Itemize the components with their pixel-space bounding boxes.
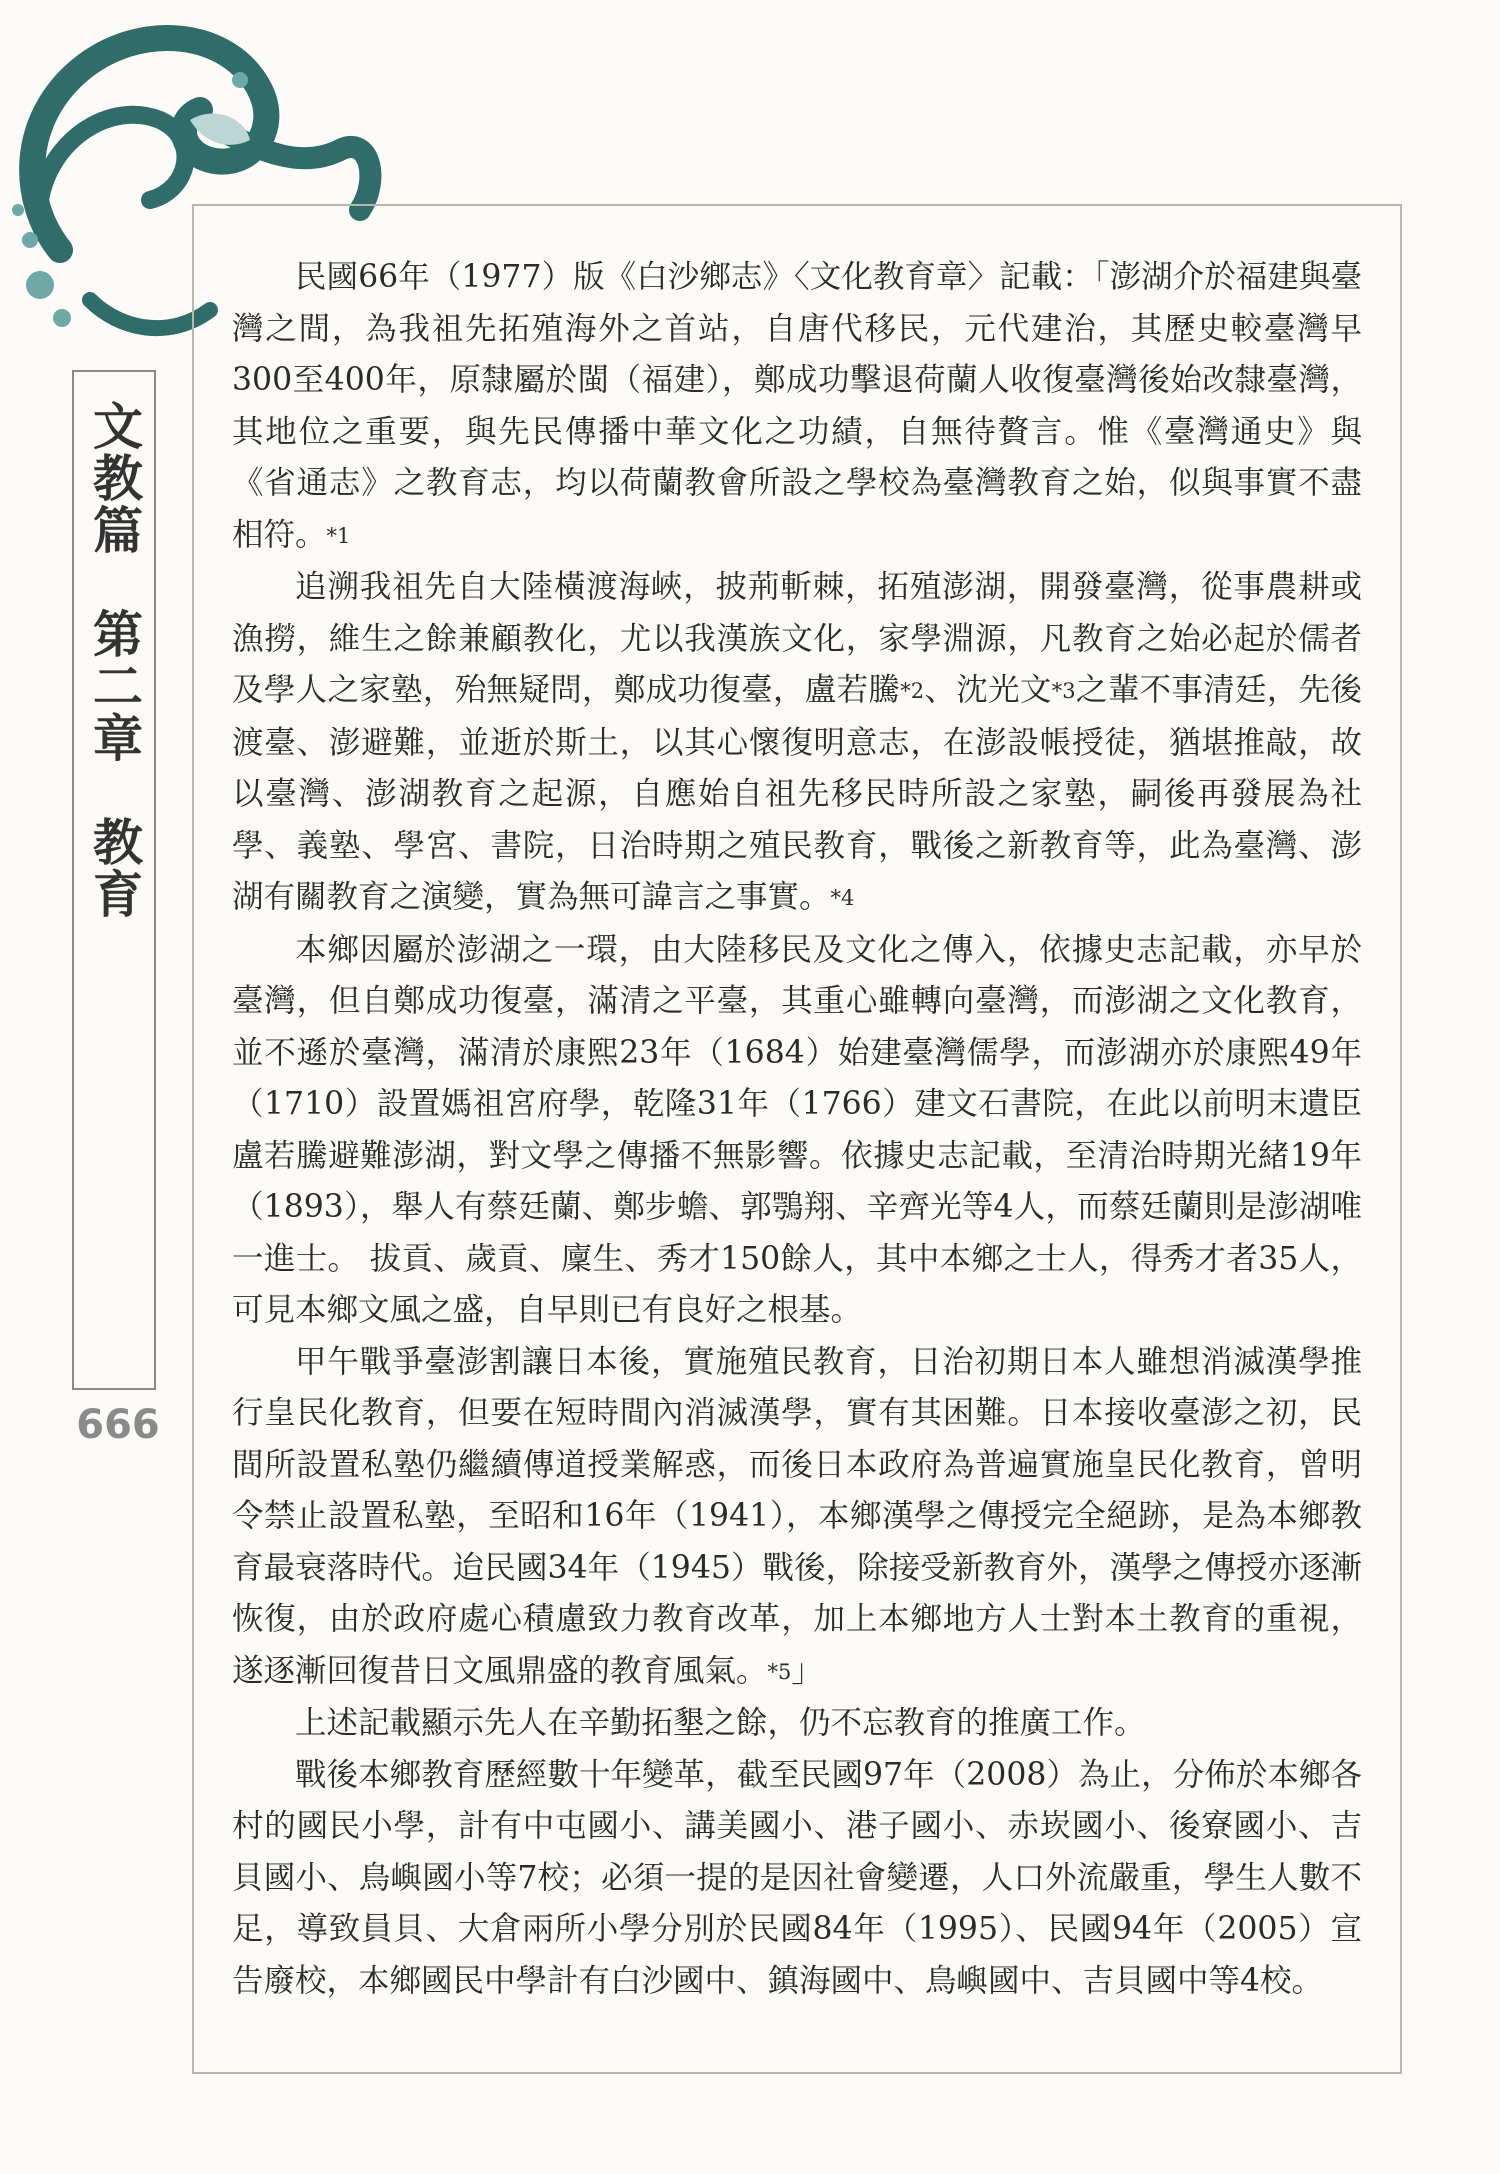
- paragraph-text: 戰後本鄉教育歷經數十年變革，截至民國97年（2008）為止，分佈於本鄉各村的國民小學，計有中屯國小、講美國小、港子國小、赤崁國小、後寮國小、吉貝國小、鳥嶼國小等7校；必須一提的是因社會變遷，人口外流嚴重，學生人數不足，導致員貝、大倉兩所小學分別於民國84年（1995）、民國94年（2005）宣告廢校，本鄉國民中學計有白沙國中、鎮海國中、鳥嶼國中、吉貝國中等4校。: [232, 1756, 1362, 1999]
- page-number: 666: [76, 1402, 160, 1448]
- paragraph-text: 甲午戰爭臺澎割讓日本後，實施殖民教育，日治初期日本人雖想消滅漢學推行皇民化教育，但要在短時間內消滅漢學，實有其困難。日本接收臺澎之初，民間所設置私塾仍繼續傳道授業解惑，而後日本政府為普遍實施皇民化教育，曾明令禁止設置私塾，至昭和16年（1941），本鄉漢學之傳授完全絕跡，是為本鄉教育最衰落時代。迨民國34年（1945）戰後，除接受新教育外，漢學之傳授亦逐漸恢復，由於政府處心積慮致力教育改革，加上本鄉地方人士對本土教育的重視，遂逐漸回復昔日文風鼎盛的教育風氣。: [232, 1343, 1362, 1689]
- footnote-marker: *2: [900, 679, 925, 703]
- footnote-marker: *3: [1051, 679, 1076, 703]
- paragraph: [232, 252, 1362, 562]
- chapter-sidebar: [72, 370, 156, 1390]
- footnote-marker: *5: [767, 1659, 792, 1684]
- paragraph: [232, 1698, 1362, 1750]
- paragraph-text: 追溯我祖先自大陸橫渡海峽，披荊斬棘，拓殖澎湖，開發臺灣，從事農耕或漁撈，維生之餘兼顧教化，尤以我漢族文化，家學淵源，凡教育之始必起於儒者及學人之家塾，殆無疑問，鄭成功復臺，盧若騰: [232, 569, 1362, 708]
- footnote-marker: *4: [830, 886, 855, 910]
- paragraph: [232, 1750, 1362, 2008]
- paragraph-text: 之輩不事清廷，先後渡臺、澎避難，並逝於斯土，以其心懷復明意志，在澎設帳授徒，猶堪推敲，故以臺灣、澎湖教育之起源，自應始自祖先移民時所設之家塾，嗣後再發展為社學、義塾、學宮、書院，日治時期之殖民教育，戰後之新教育等，此為臺灣、澎湖有關教育之演變，實為無可諱言之事實。: [232, 672, 1362, 915]
- paragraph: [232, 925, 1362, 1337]
- paragraph-text: 」: [791, 1652, 823, 1689]
- paragraph-text: 民國66年（1977）版《白沙鄉志》〈文化教育章〉記載：「澎湖介於福建與臺灣之間，為我祖先拓殖海外之首站，自唐代移民，元代建治，其歷史較臺灣早300至400年，原隸屬於閩（福建），鄭成功擊退荷蘭人收復臺灣後始改隸臺灣，其地位之重要，與先民傳播中華文化之功績，自無待贅言。惟《臺灣通史》與《省通志》之教育志，均以荷蘭教會所設之學校為臺灣教育之始，似與事實不盡相符。: [232, 259, 1362, 553]
- paragraph-text: 本鄉因屬於澎湖之一環，由大陸移民及文化之傳入，依據史志記載，亦早於臺灣，但自鄭成功復臺，滿清之平臺，其重心雖轉向臺灣，而澎湖之文化教育，並不遜於臺灣，滿清於康熙23年（1684）始建臺灣儒學，而澎湖亦於康熙49年（1710）設置媽祖宮府學，乾隆31年（1766）建文石書院，在此以前明末遺臣盧若騰避難澎湖，對文學之傳播不無影響。依據史志記載，至清治時期光緒19年（1893），舉人有蔡廷蘭、鄭步蟾、郭鶚翔、辛齊光等4人，而蔡廷蘭則是澎湖唯一進士。 拔貢、歲貢、廩生、秀才150餘人，其中本鄉之士人，得秀才者35人，可見本鄉文風之盛，自早則已有良好之根基。: [232, 931, 1362, 1328]
- paragraph-text: 上述記載顯示先人在辛勤拓墾之餘，仍不忘教育的推廣工作。: [295, 1705, 1146, 1741]
- paragraph: [232, 562, 1362, 925]
- footnote-marker: *1: [326, 523, 351, 548]
- chapter-title: 文教篇 第二章 教育: [85, 400, 143, 920]
- body-text: [232, 252, 1362, 2007]
- paragraph: [232, 1337, 1362, 1699]
- paragraph-text: 、沈光文: [924, 672, 1052, 708]
